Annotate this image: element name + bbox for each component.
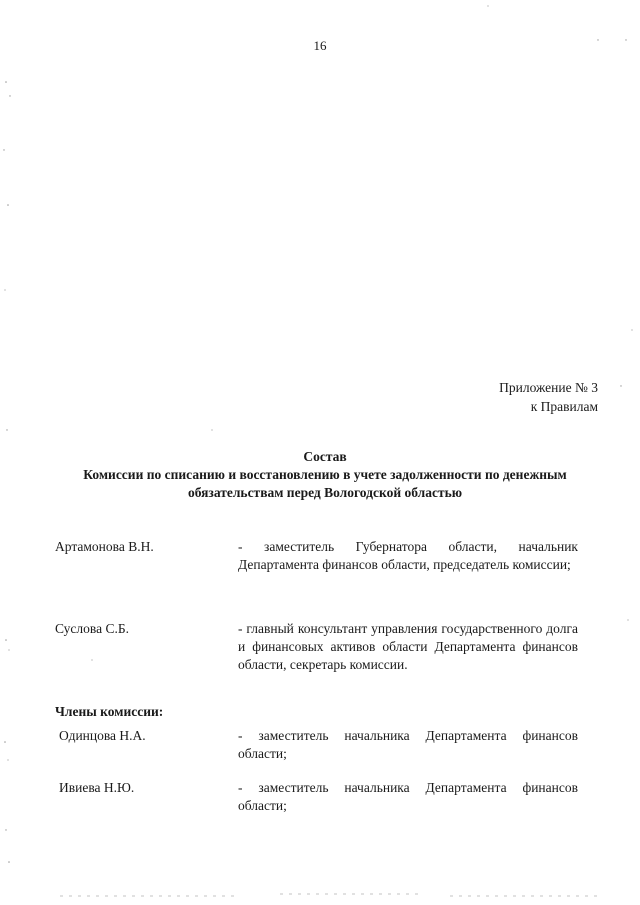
member-name: Одинцова Н.А. (59, 728, 146, 743)
appendix-reference (499, 378, 598, 416)
member-role: - заместитель начальника Департамента финансов области; (238, 780, 578, 813)
member-name: Артамонова В.Н. (55, 539, 154, 554)
appendix-rules-ref: к Правилам (530, 399, 598, 414)
document-heading (60, 448, 590, 502)
members-label: Члены комиссии: (55, 704, 164, 719)
member-name: Ивиева Н.Ю. (59, 780, 135, 795)
member-role: - главный консультант управления государственного долга и финансовых активов области Департамента финансов области, секретарь комиссии. (238, 621, 578, 672)
heading-subtitle: Комиссии по списанию и восстановлению в учете задолженности по денежным обязательствам перед Вологодской областью (83, 467, 567, 500)
heading-title: Состав (303, 449, 347, 464)
appendix-number: Приложение № 3 (499, 380, 598, 395)
member-name: Суслова С.Б. (55, 621, 129, 636)
member-role: - заместитель начальника Департамента финансов области; (238, 728, 578, 761)
member-role: - заместитель Губернатора области, начальник Департамента финансов области, председатель комиссии; (238, 539, 578, 572)
page-number: 16 (313, 38, 327, 53)
